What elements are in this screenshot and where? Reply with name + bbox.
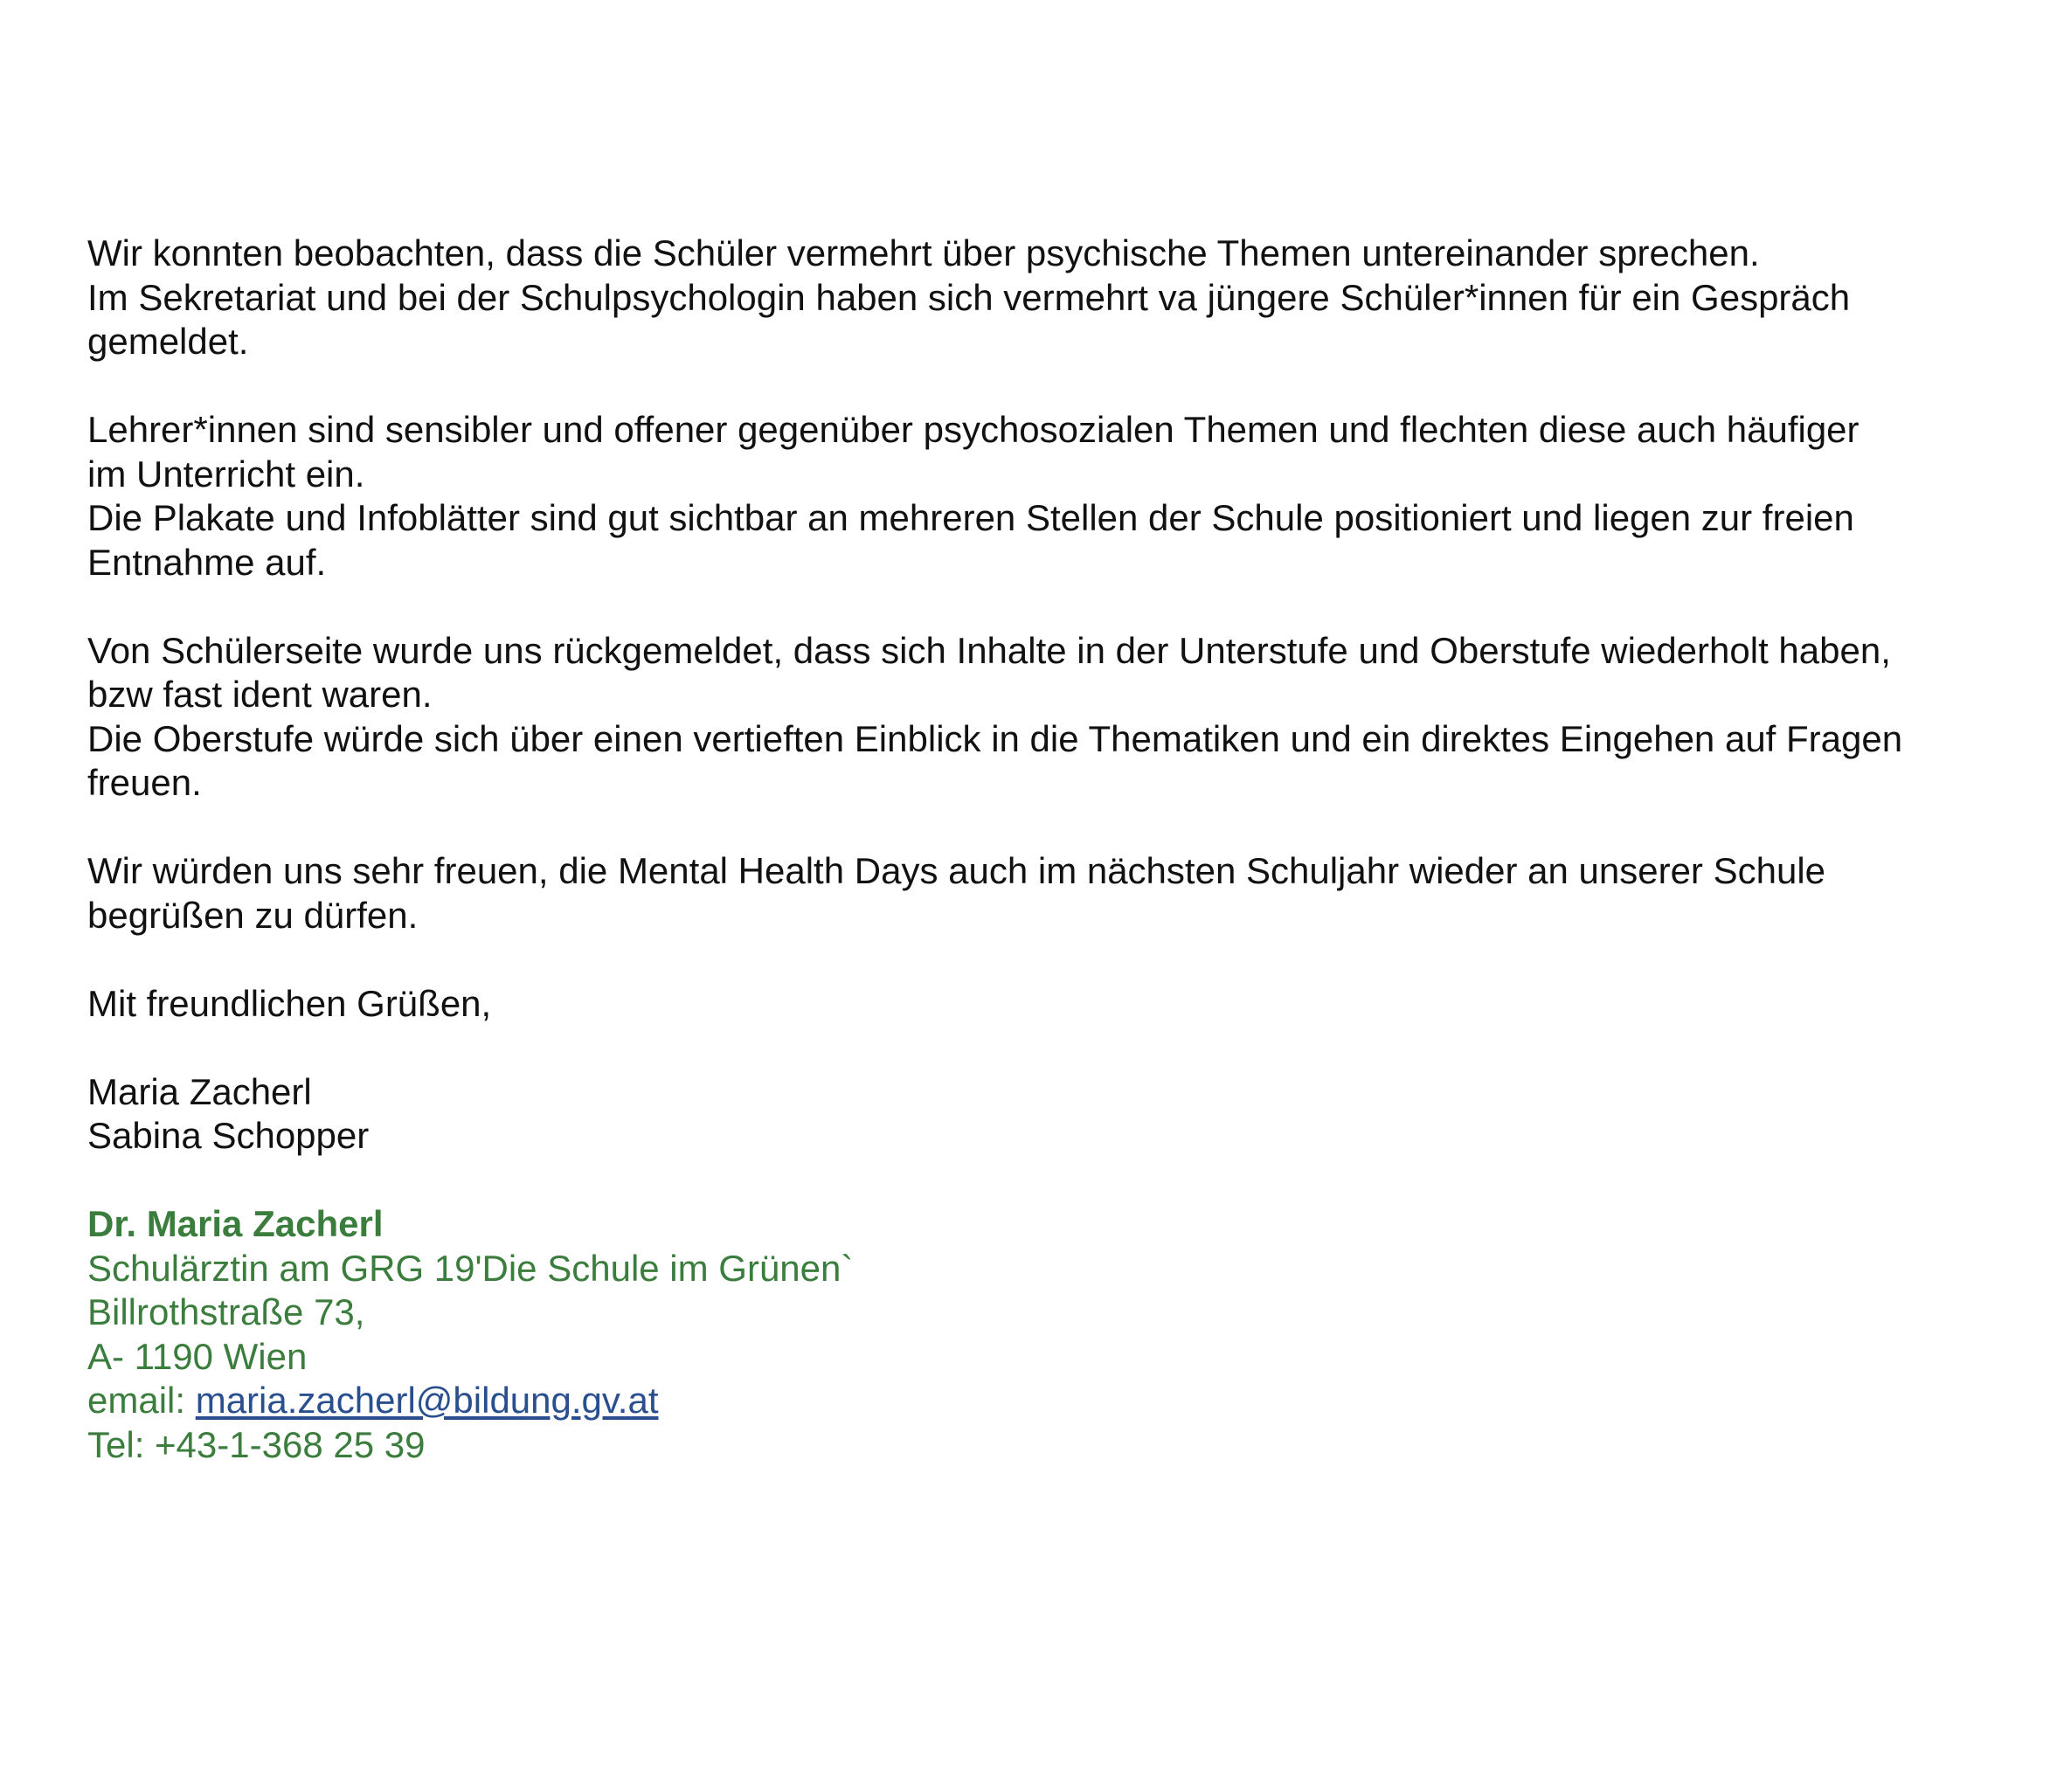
paragraph-observations xyxy=(87,232,2036,364)
closing-greeting xyxy=(87,982,2036,1027)
signatory-name: Maria Zacherl xyxy=(87,1070,312,1112)
paragraph-line: Lehrer*innen sind sensibler und offener gegenüber psychosozialen Themen und flechten diese auch häufiger xyxy=(87,409,1860,450)
signature-name: Dr. Maria Zacherl xyxy=(87,1203,384,1244)
paragraph-line: Wir würden uns sehr freuen, die Mental Health Days auch im nächsten Schuljahr wieder an unserer Schule xyxy=(87,850,1826,891)
signature-city: A- 1190 Wien xyxy=(87,1335,308,1377)
paragraph-line: Wir konnten beobachten, dass die Schüler vermehrt über psychische Themen untereinander sprechen. xyxy=(87,232,1760,273)
letter-body xyxy=(87,232,2036,1512)
signature-street: Billrothstraße 73, xyxy=(87,1291,365,1332)
signature-email-line xyxy=(87,1379,2036,1423)
email-signature xyxy=(87,1202,2036,1467)
paragraph-line: Die Oberstufe würde sich über einen vertieften Einblick in die Thematiken und ein direktes Eingehen auf Fragen xyxy=(87,717,1903,759)
signature-phone: Tel: +43-1-368 25 39 xyxy=(87,1423,426,1465)
paragraph-line: Entnahme auf. xyxy=(87,541,327,583)
email-link[interactable]: maria.zacherl@bildung.gv.at xyxy=(195,1380,659,1421)
paragraph-line: bzw fast ident waren. xyxy=(87,674,433,715)
paragraph-line: gemeldet. xyxy=(87,321,249,362)
paragraph-line: freuen. xyxy=(87,762,202,803)
paragraph-line: begrüßen zu dürfen. xyxy=(87,894,419,936)
closing-text: Mit freundlichen Grüßen, xyxy=(87,982,492,1024)
signature-title: Schulärztin am GRG 19'Die Schule im Grünen` xyxy=(87,1247,854,1289)
paragraph-student-feedback xyxy=(87,629,2036,806)
email-label: email: xyxy=(87,1380,196,1421)
paragraph-invitation xyxy=(87,849,2036,938)
signatory-name: Sabina Schopper xyxy=(87,1115,370,1156)
paragraph-line: Im Sekretariat und bei der Schulpsychologin haben sich vermehrt va jüngere Schüler*innen für ein Gespräch xyxy=(87,276,1851,318)
paragraph-teachers xyxy=(87,408,2036,585)
paragraph-line: Die Plakate und Infoblätter sind gut sichtbar an mehreren Stellen der Schule positioniert und liegen zur freien xyxy=(87,497,1854,538)
signatories xyxy=(87,1070,2036,1159)
paragraph-line: Von Schülerseite wurde uns rückgemeldet, dass sich Inhalte in der Unterstufe und Oberstufe wiederholt haben, xyxy=(87,629,1891,671)
paragraph-line: im Unterricht ein. xyxy=(87,453,365,495)
